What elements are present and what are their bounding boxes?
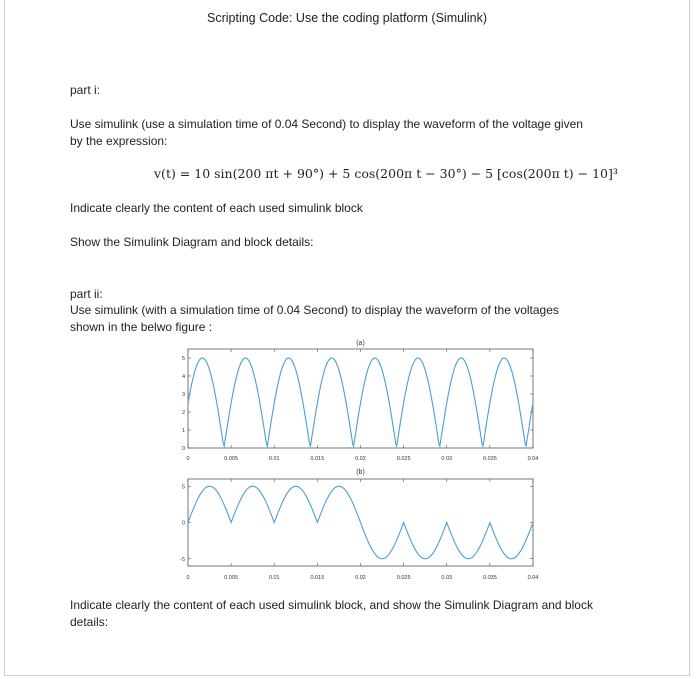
plot-b-x-tick-label: 0.025	[396, 575, 411, 581]
part-ii-label: part ii:	[70, 287, 103, 301]
plot-a-axes-box	[188, 349, 533, 448]
plot-b-x-tick-label: 0.02	[355, 575, 366, 581]
plot-a-x-tick-label: 0.01	[268, 456, 280, 462]
plot-b-x-tick-label: 0.005	[224, 575, 239, 581]
plot-a-x-tick-label: 0.035	[482, 456, 497, 462]
part-i-instruction-line1: Use simulink (use a simulation time of 0.04 Second) to display the waveform of the voltage given	[70, 117, 583, 131]
part-ii-closing-line2: details:	[70, 615, 109, 629]
plot-a-y-tick-label: 5	[181, 356, 185, 362]
plot-a-x-tick-label: 0.015	[310, 456, 325, 462]
plot-a-y-tick-label: 3	[181, 392, 185, 398]
part-i-label: part i:	[70, 83, 101, 97]
plot-a-x-tick-label: 0.02	[355, 456, 366, 462]
plot-b-x-tick-label: 0.04	[527, 575, 539, 581]
plot-b-x-tick-label: 0.035	[482, 575, 497, 581]
plot-a-y-tick-label: 4	[181, 374, 185, 380]
plot-b-x-tick-label: 0.01	[268, 575, 280, 581]
plot-a-x-tick-label: 0.03	[441, 456, 453, 462]
plot-b-x-tick-label: 0.015	[310, 575, 325, 581]
page-title: Scripting Code: Use the coding platform (Simulink)	[207, 11, 487, 25]
plot-b-x-tick-label: 0.03	[441, 575, 453, 581]
part-ii-instruction-line2: shown in the belwo figure :	[70, 320, 213, 334]
plot-b-y-tick-label: -5	[180, 556, 185, 563]
plot-a-y-tick-label: 1	[181, 428, 185, 434]
plot-b-y-tick-label: 0	[181, 520, 185, 527]
plot-a-y-tick-label: 0	[181, 446, 185, 452]
part-i-show-text: Show the Simulink Diagram and block details:	[70, 235, 314, 249]
plot-a-x-tick-label: 0.025	[396, 456, 411, 462]
plot-a-y-tick-label: 2	[181, 410, 185, 416]
part-ii-instruction-line1: Use simulink (with a simulation time of 0.04 Second) to display the waveform of the voltages	[70, 303, 559, 317]
part-i-indicate-text: Indicate clearly the content of each used simulink block	[70, 201, 363, 215]
plot-b-x-tick-label: 0	[186, 575, 190, 581]
part-ii-closing-line1: Indicate clearly the content of each used simulink block, and show the Simulink Diagram and block	[70, 598, 593, 612]
plot-b-title: (b)	[356, 469, 365, 476]
plot-a-x-tick-label: 0.04	[527, 456, 539, 462]
plot-a-title: (a)	[356, 340, 365, 347]
voltage-equation: v(t) = 10 sin(200 πt + 90°) + 5 cos(200π t − 30°) − 5 [cos(200π t) − 10]³	[154, 166, 618, 181]
plot-b-y-tick-label: 5	[181, 484, 185, 491]
part-i-instruction-line2: by the expression:	[70, 134, 168, 148]
plot-a-x-tick-label: 0.005	[224, 456, 239, 462]
plot-a-x-tick-label: 0	[186, 456, 190, 462]
